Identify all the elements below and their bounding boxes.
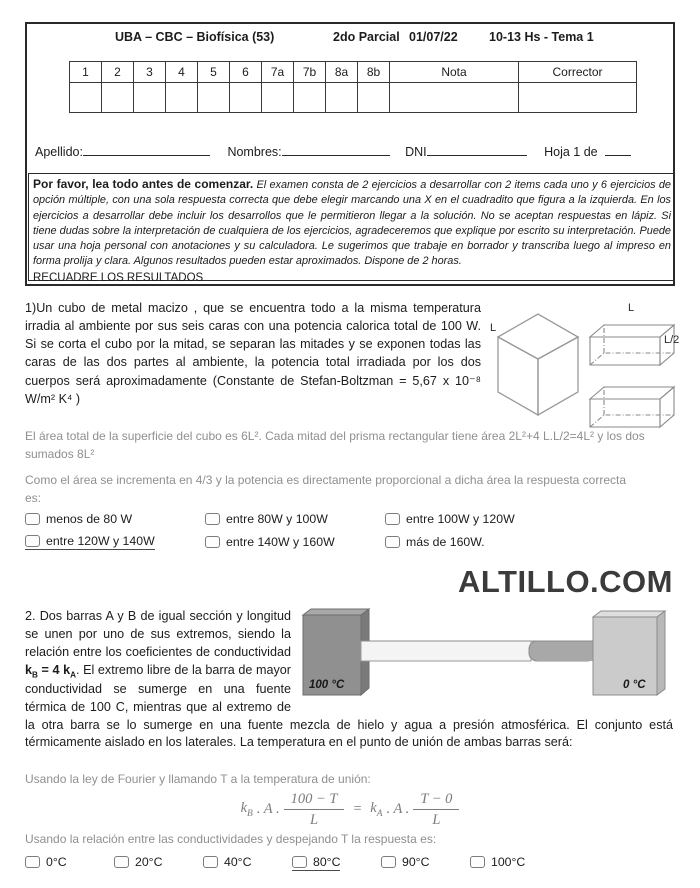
- q1-option-3[interactable]: [385, 512, 515, 527]
- q2-option-5[interactable]: [381, 855, 429, 870]
- exam-date: 01/07/22: [409, 30, 458, 44]
- bars-figure: [301, 608, 673, 700]
- conductivity-relation: [25, 662, 77, 680]
- grade-column-header: 6: [230, 62, 262, 83]
- exam-header-box: [25, 22, 675, 286]
- grade-cell-empty: [134, 83, 166, 113]
- grade-table-header-row: [70, 62, 637, 83]
- checkbox-icon[interactable]: [205, 513, 220, 525]
- option-label: 100°C: [491, 855, 526, 869]
- ka-subscript: A: [70, 670, 77, 680]
- instructions-lead: Por favor, lea todo antes de comenzar.: [33, 177, 254, 191]
- prism-bottom-shape: [590, 387, 674, 427]
- kb-subscript: B: [32, 670, 38, 680]
- nombres-field[interactable]: [282, 142, 390, 156]
- checkbox-icon[interactable]: [25, 856, 40, 868]
- grade-column-header: 2: [102, 62, 134, 83]
- eq-equals-sign: =: [352, 801, 363, 818]
- equation-wrap: [241, 790, 460, 829]
- option-label: más de 160W.: [406, 534, 485, 549]
- bar-shape: [361, 641, 595, 661]
- option-label: entre 140W y 160W: [226, 534, 335, 549]
- grade-cell-empty: [326, 83, 358, 113]
- checkbox-icon[interactable]: [25, 535, 40, 547]
- checkbox-icon[interactable]: [385, 536, 400, 548]
- checkbox-icon[interactable]: [381, 856, 396, 868]
- solution-line1: El área total de la superficie del cubo es 6L². Cada mitad del prisma rectangular tiene área 2L²+4 L.L/2=4L² y los dos sumados 8L²: [25, 429, 645, 461]
- instructions-body: El examen consta de 2 ejercicios a desarrollar con 2 items cada uno y 6 ejercicios de opción múltiple, con una sola respuesta correcta que debe elegir marcando una X en el cuadradito que figura a la izquierda. En los ejercicios a desarrollar debe incluir los desarrollos que le permitieron llegar a la solución. No se aceptan respuestas en lápiz. Si tiene dudas sobre la interpretación de cualquiera de los ejercicios, agradeceremos que explique por escrito su interpretación. Puede usar una hoja personal con anotaciones y su calculadora. Le sugerimos que trabaje en borrador y transcriba luego al impreso en forma prolija y clara. Algunos resultados pueden estar aproximados. Dispone de 2 horas.: [33, 179, 671, 268]
- ka-symbol: k: [63, 662, 71, 677]
- question2-text: [25, 608, 673, 752]
- hoja-label: Hoja 1 de: [544, 145, 598, 159]
- option-label: entre 120W y 140W: [46, 534, 155, 548]
- grade-cell-empty: [390, 83, 519, 113]
- option-label: 40°C: [224, 855, 252, 869]
- checkbox-icon[interactable]: [25, 513, 40, 525]
- option-label: 90°C: [402, 855, 430, 869]
- question1-options: [25, 512, 585, 550]
- grade-cell-empty: [230, 83, 262, 113]
- altillo-watermark: ALTILLO.COM: [458, 564, 673, 599]
- grade-cell-empty: [70, 83, 102, 113]
- option-label: menos de 80 W: [46, 512, 133, 526]
- exam-type: 2do Parcial: [333, 30, 400, 44]
- option-label: entre 80W y 100W: [226, 512, 328, 526]
- checkbox-icon[interactable]: [203, 856, 218, 868]
- grade-cell-empty: [102, 83, 134, 113]
- grade-cell-empty: [262, 83, 294, 113]
- dni-label: DNI: [405, 145, 427, 159]
- q1-option-5[interactable]: [205, 534, 335, 550]
- checkbox-icon[interactable]: [292, 856, 307, 868]
- identity-row: [35, 142, 665, 159]
- checkbox-icon[interactable]: [470, 856, 485, 868]
- option-label: 0°C: [46, 855, 67, 869]
- q2-option-1[interactable]: [25, 855, 67, 870]
- eq-rhs-mid: . A .: [386, 801, 410, 818]
- conductivity-outro: Usando la relación entre las conductividades y despejando T la respuesta es:: [25, 832, 437, 846]
- grade-column-header: 1: [70, 62, 102, 83]
- q2-option-4-correct[interactable]: [292, 855, 340, 871]
- k-equals: = 4: [37, 662, 64, 677]
- prism-top-label: L: [628, 302, 635, 314]
- grade-cell-empty: [294, 83, 326, 113]
- instructions-box: [28, 173, 675, 284]
- cube-side-label: L: [490, 322, 497, 334]
- instructions-footer: RECUADRE LOS RESULTADOS: [33, 271, 204, 284]
- eq-lhs-fraction: $\frac{100 - T}{L}$: [284, 790, 345, 829]
- prism-top-shape: [590, 325, 674, 365]
- q1-option-6[interactable]: [385, 534, 485, 550]
- hot-source-label: 100 °C: [309, 679, 345, 691]
- q2-option-3[interactable]: [203, 855, 251, 870]
- kb-symbol: k: [25, 662, 33, 677]
- grade-table: [69, 61, 637, 113]
- grade-column-header: 3: [134, 62, 166, 83]
- checkbox-icon[interactable]: [114, 856, 129, 868]
- apellido-label: Apellido:: [35, 145, 83, 159]
- q1-option-2[interactable]: [205, 512, 328, 527]
- q2-option-2[interactable]: [114, 855, 162, 870]
- checkbox-icon[interactable]: [385, 513, 400, 525]
- grade-column-header: 7b: [294, 62, 326, 83]
- eq-rhs-fraction: $\frac{T - 0}{L}$: [413, 790, 459, 829]
- instructions-text: [33, 176, 671, 270]
- cold-block: [593, 611, 665, 695]
- grade-cell-empty: [519, 83, 637, 113]
- cube-shape: [498, 314, 578, 415]
- grade-cell-empty: [358, 83, 390, 113]
- option-label: 20°C: [135, 855, 163, 869]
- cold-source-label: 0 °C: [623, 679, 646, 691]
- q2-text-before: 2. Dos barras A y B de igual sección y longitud se unen por uno de sus extremos, siendo la relación entre los coeficientes de conductividad: [25, 609, 291, 659]
- dni-field[interactable]: [427, 142, 527, 156]
- grade-column-header-corrector: Corrector: [519, 62, 637, 83]
- eq-lhs-k: $k_B$: [240, 800, 253, 820]
- q1-option-1[interactable]: [25, 512, 132, 527]
- q2-text-after: . El extremo libre de la barra de mayor conductividad se sumerge en una fuente térmica de 100 C, mientras que al extremo de la otra barra se lo sumerge en una fuente mezcla de hielo y agua a presión atmosférica. El conjunto está térmicamente aislado en los laterales. La temperatura en el punto de unión de ambas barras será:: [25, 662, 673, 750]
- nombres-label: Nombres:: [227, 145, 282, 159]
- grade-table-empty-row: [70, 83, 637, 113]
- option-label: entre 100W y 120W: [406, 512, 515, 526]
- exam-time: 10-13 Hs - Tema 1: [489, 30, 594, 44]
- hoja-field[interactable]: [605, 142, 631, 156]
- prism-side-label: L/2: [664, 334, 680, 346]
- grade-column-header: 8b: [358, 62, 390, 83]
- grade-column-header: 8a: [326, 62, 358, 83]
- grade-column-header: 5: [198, 62, 230, 83]
- grade-cell-empty: [198, 83, 230, 113]
- course-title: UBA – CBC – Biofísica (53): [115, 30, 275, 44]
- question2-options: [25, 855, 559, 871]
- question1-solution: [25, 427, 645, 515]
- grade-column-header: 7a: [262, 62, 294, 83]
- q2-option-6[interactable]: [470, 855, 525, 870]
- eq-rhs-k: $k_A$: [370, 800, 383, 820]
- question1-text: 1)Un cubo de metal macizo , que se encuentra todo a la misma temperatura irradia al ambiente por sus seis caras con una potencia calorica total de 100 W. Si se corta el cubo por la mitad, se separan las mitades y se exponen todas las caras de las dos partes al ambiente, la potencia total irradiada por los dos cuerpos será aproximadamente (Constante de Stefan-Boltzman = 5,67 x 10⁻⁸ W/m² K⁴ ): [25, 301, 481, 406]
- eq-lhs-mid: . A .: [256, 801, 280, 818]
- apellido-field[interactable]: [83, 142, 210, 156]
- checkbox-icon[interactable]: [205, 536, 220, 548]
- hot-block: [303, 609, 369, 695]
- option-label: 80°C: [313, 855, 341, 869]
- q1-option-4-correct[interactable]: [25, 534, 155, 550]
- solution-line2: Como el área se incrementa en 4/3 y la potencia es directamente proporcional a dicha área la respuesta correcta es:: [25, 473, 627, 505]
- grade-column-header: 4: [166, 62, 198, 83]
- fourier-intro: Usando la ley de Fourier y llamando T a la temperatura de unión:: [25, 772, 371, 786]
- grade-column-header-nota: Nota: [390, 62, 519, 83]
- cube-figure: [480, 297, 680, 429]
- grade-cell-empty: [166, 83, 198, 113]
- fourier-equation: [0, 790, 700, 829]
